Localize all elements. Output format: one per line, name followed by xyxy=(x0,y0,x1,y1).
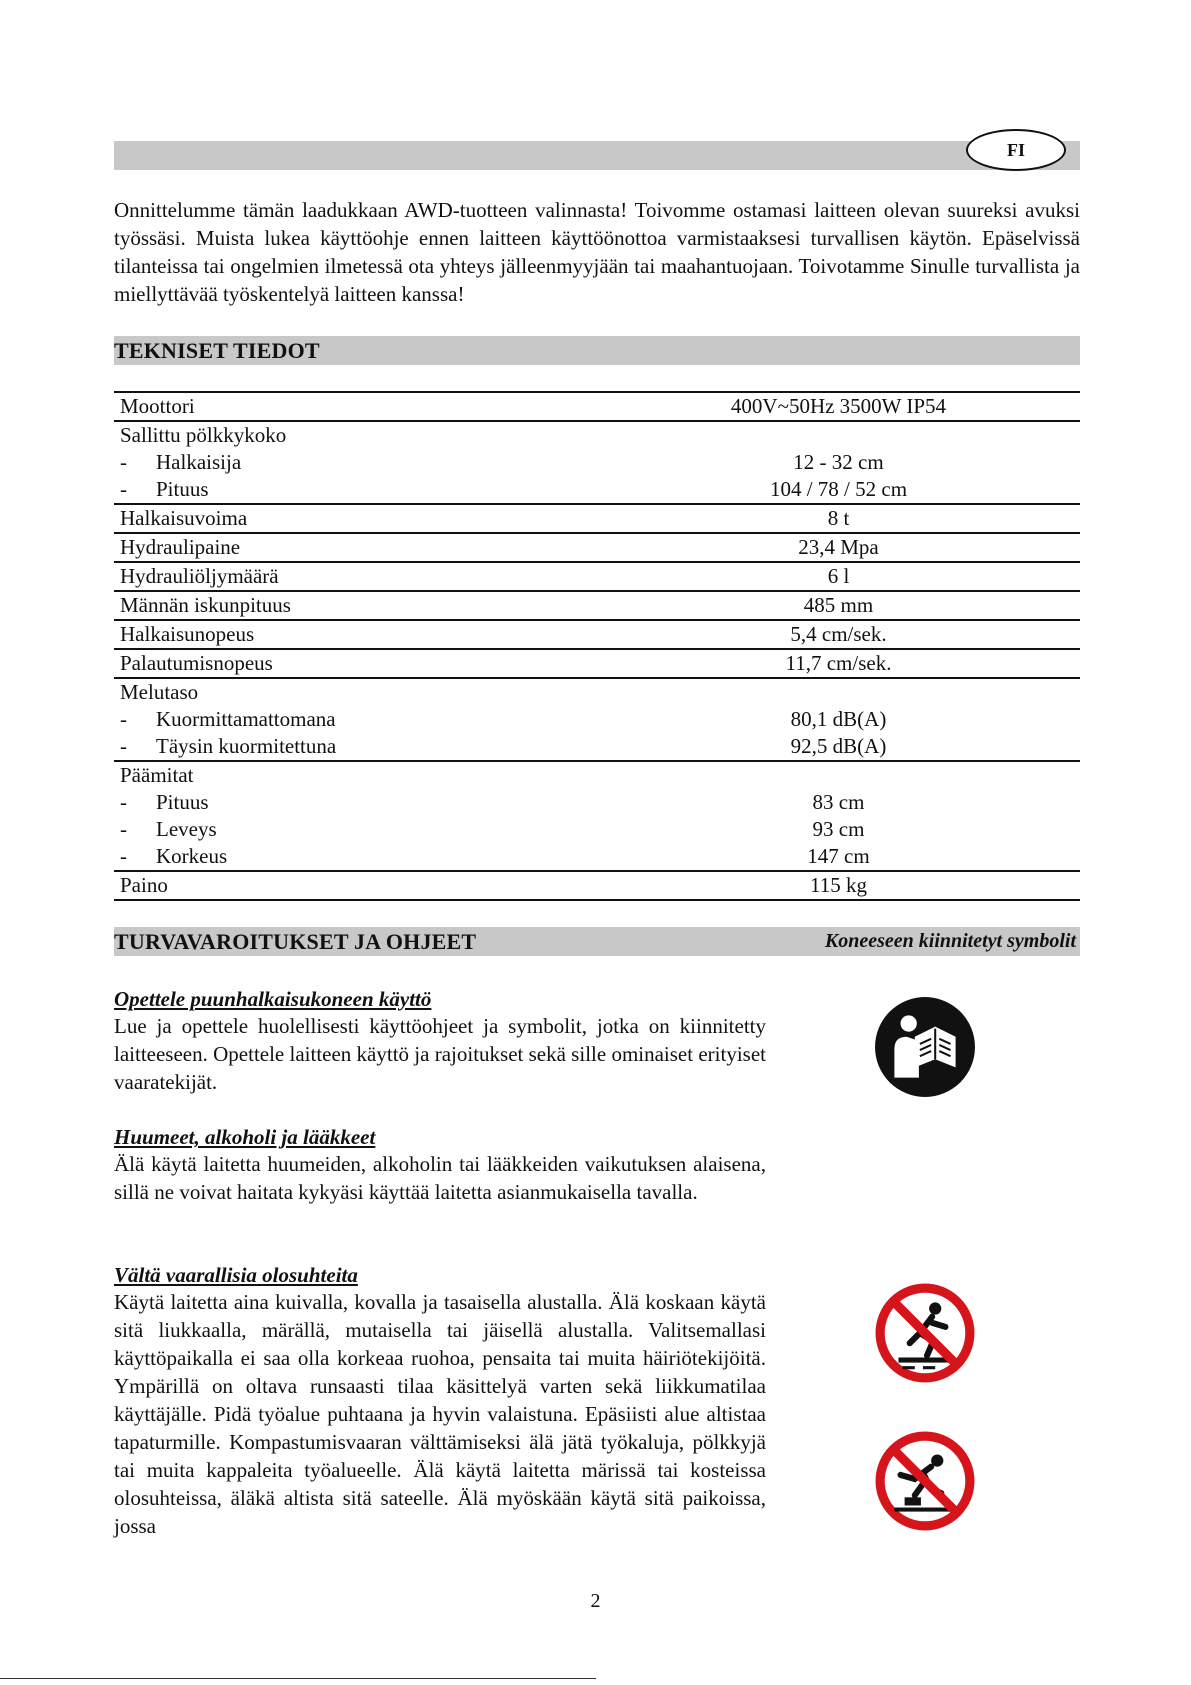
spec-label: - Pituus xyxy=(120,790,209,814)
table-row xyxy=(114,678,1080,706)
safety-block-conditions xyxy=(114,1262,766,1540)
table-row xyxy=(114,789,1080,816)
intro-paragraph: Onnittelumme tämän laadukkaan AWD-tuotteen valinnasta! Toivomme ostamasi laitteen olevan suureksi avuksi työssäsi. Muista lukea käyttöohje ennen laitteen käyttöönottoa varmistaaksesi turvallisen käytön. Epäselvissä tilanteissa tai ongelmien ilmetessä ota yhteys jälleenmyyjään tai maahantuojaan. Toivotamme Sinulle turvallista ja miellyttävää työskentelyä laitteen kanssa! xyxy=(114,198,1080,306)
table-row xyxy=(114,706,1080,733)
safety-block-drugs xyxy=(114,1124,766,1206)
spec-label: - Korkeus xyxy=(120,844,228,868)
spec-label: - Leveys xyxy=(120,817,217,841)
block-heading: Huumeet, alkoholi ja lääkkeet xyxy=(114,1125,376,1149)
table-row xyxy=(114,476,1080,504)
header-bar xyxy=(114,141,1080,170)
table-row xyxy=(114,620,1080,649)
table-row xyxy=(114,843,1080,871)
safety-title: TURVAVAROITUKSET JA OHJEET xyxy=(114,928,477,954)
spec-label: Melutaso xyxy=(114,678,597,706)
spec-value: 400V~50Hz 3500W IP54 xyxy=(597,392,1080,421)
spec-value: 115 kg xyxy=(597,871,1080,900)
spec-value xyxy=(597,678,1080,706)
block-heading: Vältä vaarallisia olosuhteita xyxy=(114,1263,358,1287)
spec-label: Hydrauliöljymäärä xyxy=(114,562,597,591)
table-row xyxy=(114,421,1080,449)
spec-label: Päämitat xyxy=(114,761,597,789)
spec-value: 147 cm xyxy=(807,844,870,868)
spec-value: 5,4 cm/sek. xyxy=(597,620,1080,649)
spec-value: 92,5 dB(A) xyxy=(790,734,887,758)
block-heading: Opettele puunhalkaisukoneen käyttö xyxy=(114,987,432,1011)
spec-label: - Pituus xyxy=(120,477,209,501)
spec-value: 83 cm xyxy=(812,790,865,814)
table-row xyxy=(114,533,1080,562)
spec-value: 93 cm xyxy=(812,817,865,841)
spec-value: 12 - 32 cm xyxy=(793,450,884,474)
block-text: Lue ja opettele huolellisesti käyttöohjeet ja symbolit, jotka on kiinnitetty laitteeseen. Opettele laitteen käyttö ja rajoitukset sekä sille ominaiset erityiset vaaratekijät. xyxy=(114,1014,766,1094)
spec-label: - Halkaisija xyxy=(120,450,242,474)
footer-divider xyxy=(0,1678,596,1679)
spec-label: Männän iskunpituus xyxy=(114,591,597,620)
no-slippery-surface-icon xyxy=(874,1282,976,1384)
no-tripping-icon xyxy=(874,1430,976,1532)
spec-value xyxy=(597,761,1080,789)
table-row xyxy=(114,392,1080,421)
block-text: Älä käytä laitetta huumeiden, alkoholin tai lääkkeiden vaikutuksen alaisena, sillä ne voivat haitata kykyäsi käyttää laitetta asianmukaisella tavalla. xyxy=(114,1152,766,1204)
spec-value: 104 / 78 / 52 cm xyxy=(769,477,908,501)
spec-value: 8 t xyxy=(597,504,1080,533)
page-number: 2 xyxy=(590,1590,601,1612)
spec-label: - Kuormittamattomana xyxy=(120,707,336,731)
language-badge: FI xyxy=(966,129,1066,171)
spec-label: Palautumisnopeus xyxy=(114,649,597,678)
table-row xyxy=(114,816,1080,843)
block-text: Käytä laitetta aina kuivalla, kovalla ja tasaisella alustalla. Älä koskaan käytä sitä liukkaalla, märällä, mutaisella tai jäisellä alustalla. Valitsemallasi käyttöpaikalla ei saa olla korkeaa ruohoa, pensaita tai muita häiriötekijöitä. Ympärillä on oltava runsaasti tilaa käsittelyä varten sekä liikkumatilaa käyttäjälle. Pidä työalue puhtaana ja hyvin valaistuna. Epäsiisti alue altistaa tapaturmille. Kompastumisvaaran välttämiseksi älä jätä työkaluja, pölkkyjä tai muita kappaleita työalueelle. Älä käytä laitetta märissä tai kosteissa olosuhteissa, äläkä altista sitä sateelle. Älä myöskään käytä sitä paikoissa, jossa xyxy=(114,1290,766,1538)
spec-label: Halkaisunopeus xyxy=(114,620,597,649)
table-row xyxy=(114,733,1080,761)
spec-label: - Täysin kuormitettuna xyxy=(120,734,337,758)
spec-label: Sallittu pölkkykoko xyxy=(114,421,597,449)
spec-label: Halkaisuvoima xyxy=(114,504,597,533)
symbols-subtitle: Koneeseen kiinnitetyt symbolit xyxy=(824,930,1076,952)
spec-label: Paino xyxy=(114,871,597,900)
table-row xyxy=(114,761,1080,789)
specs-title: TEKNISET TIEDOT xyxy=(114,337,320,363)
spec-value: 11,7 cm/sek. xyxy=(597,649,1080,678)
spec-value xyxy=(597,421,1080,449)
spec-value: 6 l xyxy=(597,562,1080,591)
read-manual-icon xyxy=(874,996,976,1098)
safety-block-learn xyxy=(114,986,766,1096)
table-row xyxy=(114,649,1080,678)
spec-value: 23,4 Mpa xyxy=(597,533,1080,562)
spec-label: Hydraulipaine xyxy=(114,533,597,562)
specs-table xyxy=(114,391,1080,901)
spec-value: 485 mm xyxy=(597,591,1080,620)
specs-section-header xyxy=(114,336,1080,365)
table-row xyxy=(114,562,1080,591)
table-row xyxy=(114,871,1080,900)
safety-section-header xyxy=(114,927,1080,956)
table-row xyxy=(114,504,1080,533)
table-row xyxy=(114,449,1080,476)
spec-value: 80,1 dB(A) xyxy=(790,707,887,731)
spec-label: Moottori xyxy=(114,392,597,421)
table-row xyxy=(114,591,1080,620)
